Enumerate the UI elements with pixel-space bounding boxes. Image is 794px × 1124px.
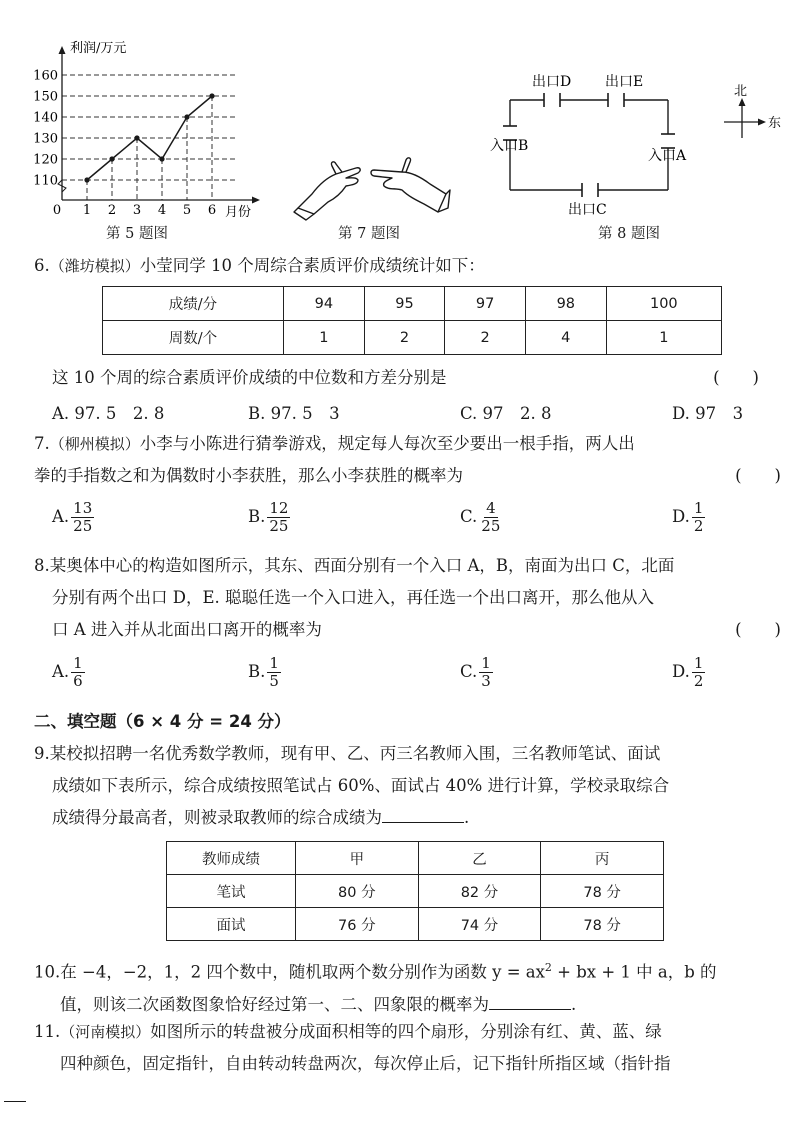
table-cell: 面试 <box>167 908 296 941</box>
table-cell: 80 分 <box>296 875 419 908</box>
data-point <box>109 156 114 161</box>
option-d[interactable]: D. $\frac{1}{2}$ <box>672 499 704 535</box>
page-footer-rule <box>4 1101 26 1102</box>
y-axis-arrow <box>59 46 66 54</box>
table-row <box>103 287 722 321</box>
data-point <box>84 177 89 182</box>
gate-marks <box>503 93 675 197</box>
table-row <box>167 908 664 941</box>
question-source: （河南模拟） <box>60 1023 151 1041</box>
y-tick-label: 110 <box>33 173 58 189</box>
table-cell: 成绩/分 <box>103 287 284 321</box>
right-hand-icon <box>371 158 450 212</box>
option-d[interactable]: D. $\frac{1}{2}$ <box>672 654 704 690</box>
table-cell: 1 <box>606 321 721 355</box>
table-cell: 97 <box>445 287 526 321</box>
question-number: 8. <box>34 556 50 575</box>
exit-d-label: 出口D <box>532 74 572 90</box>
x-tick-label: 4 <box>157 203 167 218</box>
stadium-outline <box>510 100 668 190</box>
x-tick-label: 1 <box>82 203 92 218</box>
compass-east-label: 东 <box>768 116 782 131</box>
table-cell: 乙 <box>418 842 541 875</box>
option-b[interactable]: B. $\frac{12}{25}$ <box>248 499 289 535</box>
data-point <box>209 93 214 98</box>
question-text-line: 成绩如下表所示，综合成绩按照笔试占 60%、面试占 40% 进行计算，学校录取综合 <box>52 776 670 795</box>
q6-score-table <box>102 286 722 355</box>
table-cell: 74 分 <box>418 908 541 941</box>
option-a[interactable]: A. 97. 5 2. 8 <box>52 404 165 423</box>
entrance-a-label: 入口A <box>648 148 687 164</box>
question-text-line: 在 −4，−2，1，2 四个数中，随机取两个数分别作为函数 y = ax <box>60 962 545 982</box>
figure-5-caption: 第 5 题图 <box>106 226 168 242</box>
table-cell: 82 分 <box>418 875 541 908</box>
figure-8-caption: 第 8 题图 <box>598 226 660 242</box>
question-text-line: 四种颜色，固定指针，自由转动转盘两次，每次停止后，记下指针所指区域（指针指 <box>60 1054 671 1073</box>
question-number: 10. <box>34 962 61 982</box>
origin-label: 0 <box>52 203 62 218</box>
table-cell: 2 <box>445 321 526 355</box>
question-text: 小莹同学 10 个周综合素质评价成绩统计如下： <box>139 256 485 275</box>
question-text-line: 如图所示的转盘被分成面积相等的四个扇形，分别涂有红、黄、蓝、绿 <box>150 1022 662 1041</box>
x-axis-arrow <box>252 197 260 204</box>
question-6-prompt <box>52 362 779 394</box>
x-tick-label: 2 <box>107 203 117 218</box>
question-text-end: . <box>464 808 470 827</box>
table-cell: 78 分 <box>541 908 664 941</box>
y-tick-label: 120 <box>33 152 58 168</box>
table-cell: 甲 <box>296 842 419 875</box>
x-tick-label: 5 <box>182 203 192 218</box>
question-6 <box>34 250 779 282</box>
y-tick-label: 150 <box>33 89 58 105</box>
question-text-line: 某奥体中心的构造如图所示，其东、西面分别有一个入口 A，B，南面为出口 C，北面 <box>49 556 675 575</box>
exponent: 2 <box>544 961 552 974</box>
question-text-line: 值，则该二次函数图象恰好经过第一、二、四象限的概率为 <box>60 994 489 1014</box>
table-cell: 78 分 <box>541 875 664 908</box>
data-point <box>134 135 139 140</box>
option-c[interactable]: C. 97 2. 8 <box>460 404 552 423</box>
x-axis-label: 月份 <box>225 205 252 220</box>
q9-teacher-score-table <box>166 841 664 941</box>
table-cell: 98 <box>525 287 606 321</box>
question-source: （潍坊模拟） <box>49 257 140 275</box>
question-number: 7. <box>34 434 50 453</box>
figure-7-caption: 第 7 题图 <box>338 226 400 242</box>
question-text-line: + bx + 1 中 a，b 的 <box>551 962 717 982</box>
compass-north-label: 北 <box>734 84 748 99</box>
table-cell: 教师成绩 <box>167 842 296 875</box>
question-text-line: 小李与小陈进行猜拳游戏，规定每人每次至少要出一根手指，两人出 <box>139 434 635 453</box>
option-a[interactable]: A. $\frac{1}{6}$ <box>52 654 83 690</box>
question-number: 6. <box>34 256 50 275</box>
exit-e-label: 出口E <box>605 74 644 90</box>
figure-8-stadium-map <box>488 68 788 224</box>
compass-east-arrow <box>758 119 766 126</box>
question-11 <box>34 1016 779 1080</box>
table-cell: 2 <box>364 321 445 355</box>
table-cell: 笔试 <box>167 875 296 908</box>
table-cell: 4 <box>525 321 606 355</box>
question-text-line: 某校拟招聘一名优秀数学教师，现有甲、乙、丙三名教师入围，三名教师笔试、面试 <box>49 744 661 763</box>
table-cell: 丙 <box>541 842 664 875</box>
option-b[interactable]: B. 97. 5 3 <box>248 404 340 423</box>
answer-paren: ( ) <box>735 466 781 485</box>
question-number: 9. <box>34 744 50 763</box>
option-c[interactable]: C. $\frac{1}{3}$ <box>460 654 491 690</box>
data-point <box>159 156 164 161</box>
table-cell: 76 分 <box>296 908 419 941</box>
question-9 <box>34 738 779 834</box>
figure-7-hands-illustration <box>292 150 452 222</box>
left-hand-icon <box>294 162 360 220</box>
entrance-b-label: 入口B <box>490 138 529 154</box>
table-row <box>167 842 664 875</box>
table-cell: 1 <box>284 321 365 355</box>
table-cell: 100 <box>606 287 721 321</box>
question-8 <box>34 550 779 646</box>
answer-blank[interactable] <box>489 989 571 1010</box>
option-d[interactable]: D. 97 3 <box>672 404 744 423</box>
y-tick-label: 140 <box>33 110 58 126</box>
question-text: 这 10 个周的综合素质评价成绩的中位数和方差分别是 <box>52 368 447 387</box>
question-7 <box>34 428 779 492</box>
data-point <box>184 114 189 119</box>
exit-c-label: 出口C <box>568 202 607 218</box>
question-10 <box>34 952 779 1021</box>
question-text-line: 成绩得分最高者，则被录取教师的综合成绩为 <box>52 808 382 827</box>
question-text-line: 拳的手指数之和为偶数时小李获胜，那么小李获胜的概率为 <box>34 466 463 485</box>
question-number: 11. <box>34 1022 61 1041</box>
y-tick-label: 160 <box>33 68 58 84</box>
table-cell: 94 <box>284 287 365 321</box>
section-2-title: 二、填空题（6 × 4 分 = 24 分） <box>34 712 291 731</box>
table-cell: 周数/个 <box>103 321 284 355</box>
answer-blank[interactable] <box>382 802 464 823</box>
question-text-line: 口 A 进入并从北面出口离开的概率为 <box>52 620 322 639</box>
table-cell: 95 <box>364 287 445 321</box>
x-tick-label: 3 <box>132 203 142 218</box>
option-b[interactable]: B. $\frac{1}{5}$ <box>248 654 279 690</box>
option-c[interactable]: C. $\frac{4}{25}$ <box>460 499 501 535</box>
option-a[interactable]: A. $\frac{13}{25}$ <box>52 499 93 535</box>
x-tick-label: 6 <box>207 203 217 218</box>
table-row <box>103 321 722 355</box>
table-row <box>167 875 664 908</box>
question-text-end: . <box>571 994 577 1014</box>
y-axis-label: 利润/万元 <box>70 41 127 56</box>
question-source: （柳州模拟） <box>49 435 140 453</box>
answer-paren: ( ) <box>735 620 781 639</box>
compass-icon <box>724 104 760 138</box>
answer-paren: ( ) <box>713 368 759 387</box>
question-text-line: 分别有两个出口 D，E. 聪聪任选一个入口进入，再任选一个出口离开，那么他从入 <box>52 588 655 607</box>
figure-5-line-chart <box>20 30 270 220</box>
compass-north-arrow <box>739 98 746 106</box>
y-tick-label: 130 <box>33 131 58 147</box>
